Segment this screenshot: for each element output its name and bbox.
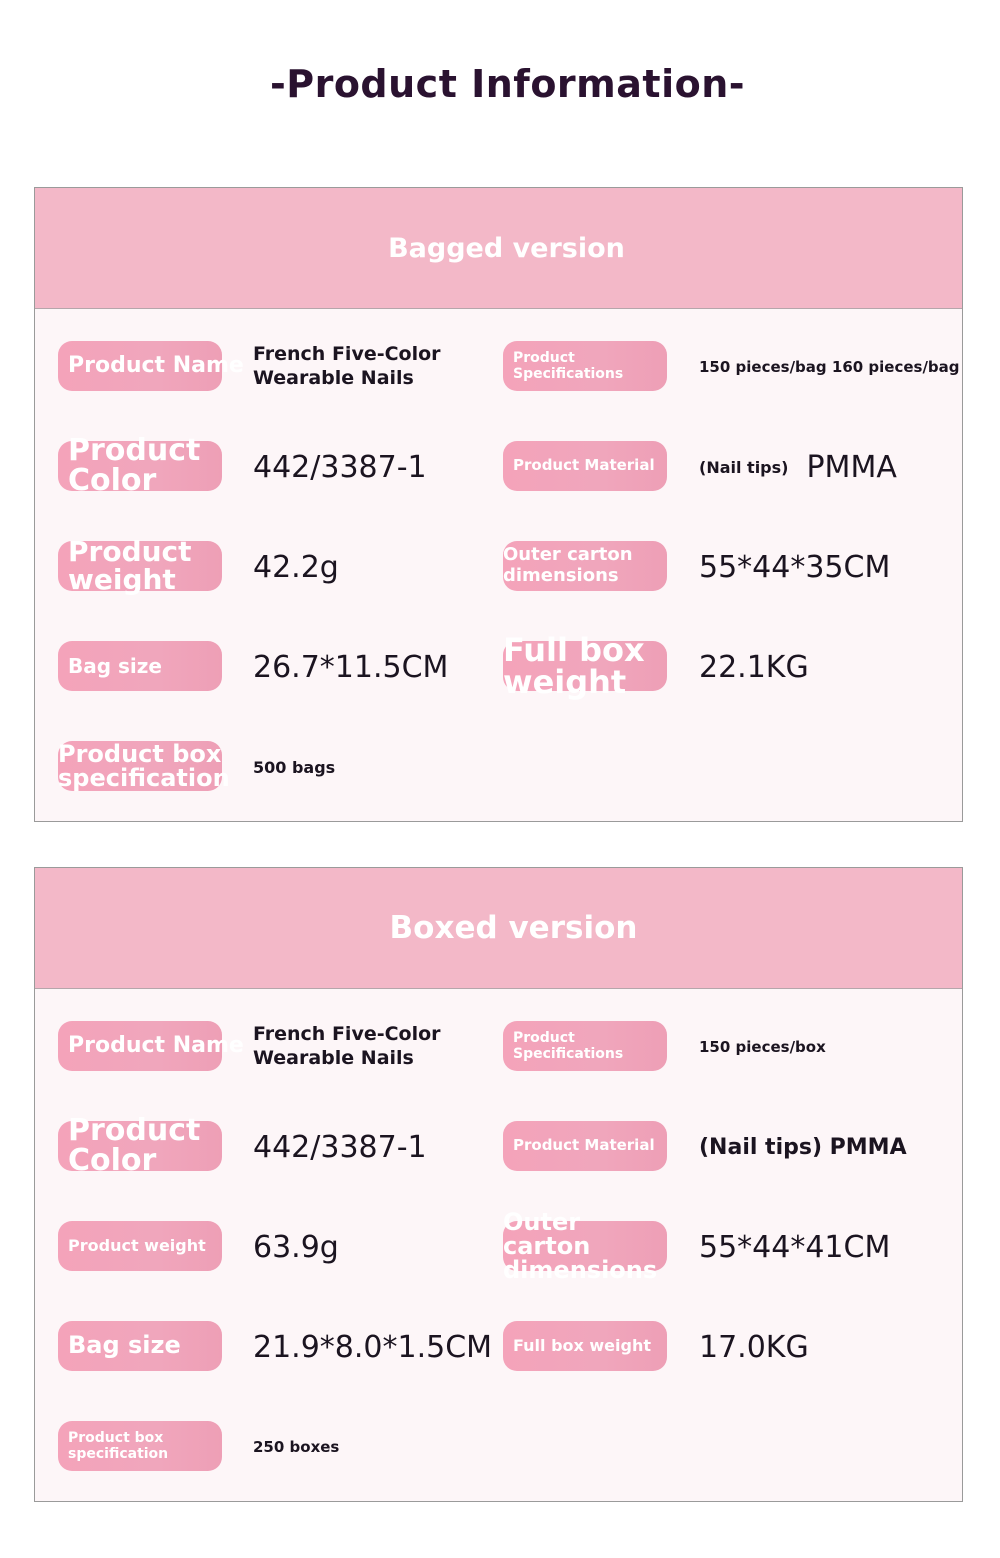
outer-carton-value: 55*44*41CM bbox=[699, 1229, 891, 1265]
outer-carton-value: 55*44*35CM bbox=[699, 549, 891, 585]
product-material-main: PMMA bbox=[806, 449, 897, 485]
bag-size-value: 26.7*11.5CM bbox=[253, 649, 449, 685]
product-name-label: Product Name bbox=[58, 341, 222, 391]
spec-row bbox=[35, 535, 962, 596]
product-material-label: Product Material bbox=[503, 441, 667, 491]
outer-carton-label: Outer carton dimensions bbox=[503, 541, 667, 591]
product-material-value bbox=[699, 441, 897, 493]
product-box-spec-label: Product box specification bbox=[58, 1421, 222, 1471]
boxed-version-header: Boxed version bbox=[35, 868, 962, 989]
bag-size-label: Bag size bbox=[58, 641, 222, 691]
product-material-label: Product Material bbox=[503, 1121, 667, 1171]
spec-row bbox=[35, 1321, 962, 1373]
product-weight-label: Product weight bbox=[58, 1221, 222, 1271]
bagged-version-panel bbox=[34, 187, 963, 822]
product-name-value: French Five-Color Wearable Nails bbox=[253, 343, 441, 389]
product-material-prefix: (Nail tips) bbox=[699, 457, 789, 477]
product-specifications-label: Product Specifications bbox=[503, 341, 667, 391]
product-weight-value: 42.2g bbox=[253, 549, 339, 585]
full-box-weight-label: Full box weight bbox=[503, 1321, 667, 1371]
page-title: -Product Information- bbox=[269, 62, 746, 106]
spec-row bbox=[35, 433, 962, 498]
product-specifications-label: Product Specifications bbox=[503, 1021, 667, 1071]
boxed-version-panel bbox=[34, 867, 963, 1502]
product-box-spec-value: 500 bags bbox=[253, 757, 336, 777]
spec-row bbox=[35, 1421, 962, 1473]
full-box-weight-value: 17.0KG bbox=[699, 1329, 809, 1365]
product-color-value: 442/3387-1 bbox=[253, 1129, 427, 1165]
spec-row bbox=[35, 1113, 962, 1178]
product-weight-value: 63.9g bbox=[253, 1229, 339, 1265]
product-color-value: 442/3387-1 bbox=[253, 449, 427, 485]
bagged-version-header: Bagged version bbox=[35, 188, 962, 309]
product-color-label: Product Color bbox=[58, 441, 222, 491]
spec-row bbox=[35, 341, 962, 393]
product-specifications-value: 150 pieces/box bbox=[699, 1038, 826, 1056]
product-name-label: Product Name bbox=[58, 1021, 222, 1071]
product-material-value: (Nail tips) PMMA bbox=[699, 1134, 907, 1160]
spec-row bbox=[35, 1021, 962, 1073]
product-specifications-value: 150 pieces/bag 160 pieces/bag bbox=[699, 358, 960, 376]
product-box-spec-label: Product box specification bbox=[58, 740, 230, 792]
full-box-weight-label: Full box weight bbox=[503, 641, 667, 691]
product-color-label: Product Color bbox=[58, 1121, 222, 1171]
spec-row bbox=[35, 1208, 962, 1284]
bag-size-value: 21.9*8.0*1.5CM bbox=[253, 1329, 493, 1365]
outer-carton-label: Outer carton dimensions bbox=[503, 1221, 667, 1271]
product-weight-label: Product weight bbox=[58, 541, 222, 591]
bag-size-label: Bag size bbox=[58, 1321, 222, 1371]
spec-row bbox=[35, 631, 962, 701]
spec-row bbox=[35, 741, 962, 793]
product-name-value: French Five-Color Wearable Nails bbox=[253, 1023, 441, 1069]
full-box-weight-value: 22.1KG bbox=[699, 649, 809, 685]
product-box-spec-value: 250 boxes bbox=[253, 1438, 340, 1456]
